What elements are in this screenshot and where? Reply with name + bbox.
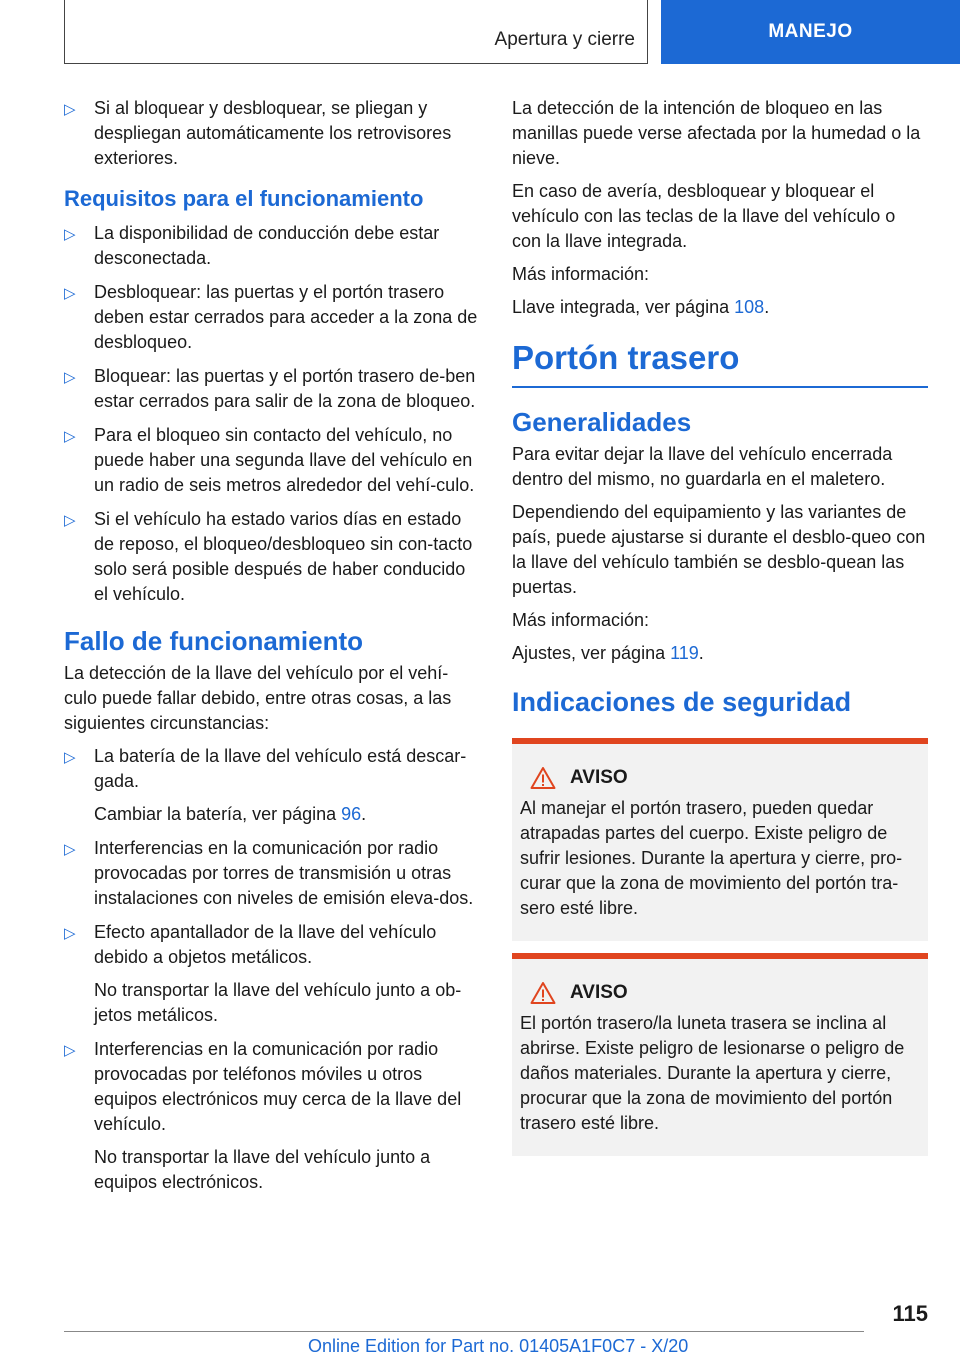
list-item-text: La disponibilidad de conducción debe estar desconectada. [94, 223, 440, 268]
list-item [64, 836, 478, 911]
list-item-text: La batería de la llave del vehículo está descar‐gada. [94, 746, 467, 791]
section-heading-requirements: Requisitos para el funcionamiento [64, 186, 424, 211]
section-heading-general: Generalidades [512, 407, 692, 437]
paragraph: Más información: [512, 264, 650, 284]
footer-edition: Online Edition for Part no. 01405A1F0C7 - X/20 [308, 1336, 689, 1356]
list-item-subtext: No transportar la llave del vehículo junto a equipos electrónicos. [94, 1147, 431, 1192]
warning-triangle-icon [530, 981, 556, 1005]
warning-title: AVISO [570, 982, 628, 1003]
list-item [64, 364, 478, 414]
bullet-triangle-icon: ▷ [64, 841, 76, 858]
paragraph: Dependiendo del equipamiento y las variantes de país, puede ajustarse si durante el desblo‐queo con la llave del vehículo también se desblo‐quean las puertas. [512, 502, 926, 597]
right-column [512, 96, 928, 1168]
bullet-triangle-icon: ▷ [64, 226, 76, 243]
bullet-triangle-icon: ▷ [64, 369, 76, 386]
section-heading-malfunction: Fallo de funcionamiento [64, 626, 364, 656]
paragraph: En caso de avería, desbloquear y bloquear el vehículo con las teclas de la llave del vehículo o con la llave integrada. [512, 181, 896, 251]
paragraph: La detección de la intención de bloqueo en las manillas puede verse afectada por la humedad o la nieve. [512, 98, 921, 168]
list-item [64, 744, 478, 827]
footer-divider [64, 1331, 864, 1332]
list-item [64, 1037, 478, 1195]
list-item-text: Desbloquear: las puertas y el portón trasero deben estar cerrados para acceder a la zona de desbloqueo. [94, 282, 478, 352]
paragraph: Llave integrada, ver página 108. [512, 297, 770, 317]
bullet-triangle-icon: ▷ [64, 1042, 76, 1059]
list-item [64, 920, 478, 1028]
bullet-triangle-icon: ▷ [64, 428, 76, 445]
list-item-subtext: Cambiar la batería, ver página 96. [94, 804, 367, 824]
warning-title: AVISO [570, 767, 628, 788]
list-item-text: Bloquear: las puertas y el portón trasero de‐ben estar cerrados para salir de la zona de bloqueo. [94, 366, 476, 411]
page-header [64, 0, 960, 66]
warning-header [530, 766, 920, 790]
list-item [64, 96, 478, 171]
warning-text: El portón trasero/la luneta trasera se inclina al abrirse. Existe peligro de lesionarse o peligro de daños materiales. Durante la apertura y cierre, procurar que la zona de movimiento del portón trasero esté libre. [520, 1013, 905, 1133]
left-column [64, 96, 478, 1204]
list-item-text: Si el vehículo ha estado varios días en estado de reposo, el bloqueo/desbloqueo sin con‐tacto solo será posible después de haber conducido el vehículo. [94, 509, 473, 604]
warning-box [512, 953, 928, 1156]
chapter-heading-tailgate: Portón trasero [512, 338, 928, 388]
list-item-text: Interferencias en la comunicación por radio provocadas por torres de transmisión u otras instalaciones con niveles de emisión eleva‐dos. [94, 838, 474, 908]
warning-header [530, 981, 920, 1005]
page-link-119[interactable]: 119 [670, 643, 699, 663]
header-chapter-tab[interactable]: MANEJO [661, 0, 960, 64]
bullet-triangle-icon: ▷ [64, 101, 76, 118]
page-link-108[interactable]: 108 [734, 297, 765, 317]
warning-box [512, 738, 928, 941]
malfunction-intro: La detección de la llave del vehículo por el vehí‐culo puede fallar debido, entre otras cosas, a las siguientes circunstancias: [64, 663, 452, 733]
list-item-text: Para el bloqueo sin contacto del vehículo, no puede haber una segunda llave del vehículo en un radio de seis metros alrededor del vehí‐culo. [94, 425, 475, 495]
paragraph: Ajustes, ver página 119. [512, 643, 704, 663]
header-section-title: Apertura y cierre [494, 29, 635, 50]
list-item-text: Interferencias en la comunicación por radio provocadas por teléfonos móviles u otros equipos electrónicos muy cerca de la llave del vehículo. [94, 1039, 462, 1134]
page-link-96[interactable]: 96 [341, 804, 362, 824]
bullet-triangle-icon: ▷ [64, 285, 76, 302]
bullet-triangle-icon: ▷ [64, 925, 76, 942]
list-item [64, 507, 478, 607]
list-item-text: Efecto apantallador de la llave del vehículo debido a objetos metálicos. [94, 922, 437, 967]
warning-triangle-icon [530, 766, 556, 790]
paragraph: Para evitar dejar la llave del vehículo encerrada dentro del mismo, no guardarla en el maletero. [512, 444, 893, 489]
list-item [64, 221, 478, 271]
section-heading-safety: Indicaciones de seguridad [512, 687, 852, 717]
list-item-subtext: No transportar la llave del vehículo junto a ob‐jetos metálicos. [94, 980, 462, 1025]
header-section-box [64, 0, 648, 64]
page-number: 115 [892, 1301, 928, 1326]
list-item [64, 280, 478, 355]
list-item-text: Si al bloquear y desbloquear, se pliegan y despliegan automáticamente los retrovisores exteriores. [94, 98, 452, 168]
paragraph: Más información: [512, 610, 650, 630]
warning-text: Al manejar el portón trasero, pueden quedar atrapadas partes del cuerpo. Existe peligro de sufrir lesiones. Durante la apertura y cierre, pro‐curar que la zona de movimiento del portón tra‐sero esté libre. [520, 798, 903, 918]
list-item [64, 423, 478, 498]
bullet-triangle-icon: ▷ [64, 512, 76, 529]
bullet-triangle-icon: ▷ [64, 749, 76, 766]
